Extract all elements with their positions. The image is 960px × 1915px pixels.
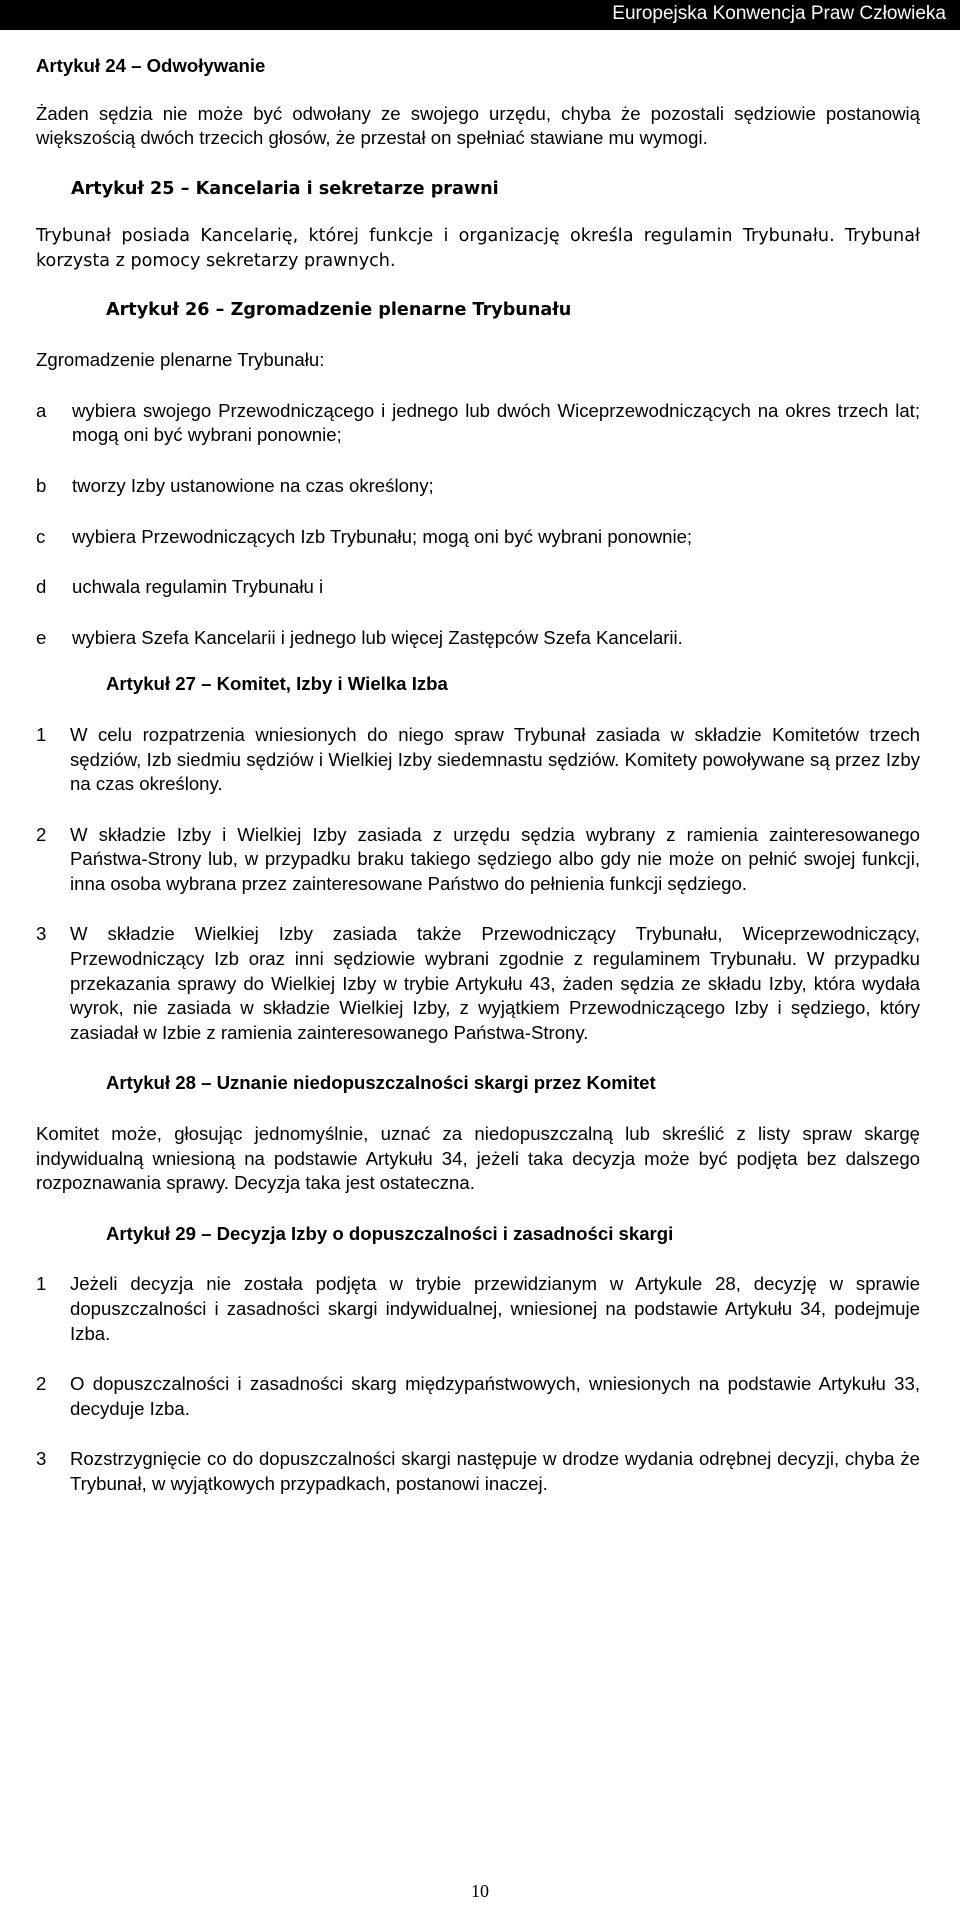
article-25 [36, 177, 920, 274]
article-heading: Artykuł 29 – Decyzja Izby o dopuszczalności i zasadności skargi [106, 1222, 674, 1244]
list-item [36, 626, 920, 651]
list-item-text: wybiera Szefa Kancelarii i jednego lub więcej Zastępców Szefa Kancelarii. [72, 626, 683, 648]
list-item-text: wybiera Przewodniczących Izb Trybunału; mogą oni być wybrani ponownie; [72, 525, 693, 547]
list-item-text: O dopuszczalności i zasadności skarg międzypaństwowych, wniesionych na podstawie Artykułu 33, decyduje Izba. [70, 1373, 920, 1419]
article-paragraph: Komitet może, głosując jednomyślnie, uznać za niedopuszczalną lub skreślić z listy spraw skargę indywidualną wniesioną na podstawie Artykułu 34, jeżeli taka decyzja może być podjęta bez dalszego rozpoznawania sprawy. Decyzja taka jest ostateczna. [36, 1123, 920, 1194]
list-item [36, 1272, 920, 1346]
article-heading: Artykuł 26 – Zgromadzenie plenarne Trybunału [106, 299, 572, 320]
list-item-label: 2 [36, 823, 47, 845]
article-heading: Artykuł 28 – Uznanie niedopuszczalności skargi przez Komitet [106, 1072, 656, 1094]
list-item [36, 525, 920, 550]
list-item-label: 1 [36, 1273, 47, 1295]
list-item-label: d [36, 576, 47, 598]
article-paragraph: Trybunał posiada Kancelarię, której funkcje i organizację określa regulamin Trybunału. Trybunał korzysta z pomocy sekretarzy prawnych. [36, 226, 920, 271]
list-item-text: W składzie Wielkiej Izby zasiada także Przewodniczący Trybunału, Wiceprzewodniczący, Przewodniczący Izb oraz inni sędziowie wybrani zgodnie z regulaminem Trybunału. W przypadku przekazania sprawy do Wielkiej Izby w trybie Artykułu 43, żaden sędzia ze składu Izby, która wydała wyrok, nie zasiada w składzie Wielkiej Izby, z wyjątkiem Przewodniczącego Izby i sędziego, który zasiadał w Izbie z ramienia zainteresowanego Państwa-Strony. [70, 923, 920, 1043]
article-24 [36, 54, 920, 151]
list-item [36, 575, 920, 600]
article-28 [36, 1071, 920, 1195]
list-item [36, 922, 920, 1045]
list-item [36, 399, 920, 448]
page-number: 10 [471, 1881, 489, 1901]
list-item-text: Rozstrzygnięcie co do dopuszczalności skargi następuje w drodze wydania odrębnej decyzji, chyba że Trybunał, w wyjątkowych przypadkach, postanowi inaczej. [70, 1448, 920, 1494]
list-item [36, 1372, 920, 1421]
list-item-text: wybiera swojego Przewodniczącego i jednego lub dwóch Wiceprzewodniczących na okres trzech lat; mogą oni być wybrani ponownie; [72, 399, 920, 446]
document-title: Europejska Konwencja Praw Człowieka [612, 3, 946, 24]
list-item-label: b [36, 474, 47, 496]
document-body [36, 54, 920, 1523]
list-item-text: W składzie Izby i Wielkiej Izby zasiada z urzędu sędzia wybrany z ramienia zainteresowanego Państwa-Strony lub, w przypadku braku takiego sędziego albo gdy nie może on pełnić swojej funkcji, inna osoba wybrana przez zainteresowane Państwo do pełnienia funkcji sędziego. [70, 823, 920, 894]
list-item-label: 2 [36, 1373, 47, 1395]
article-29 [36, 1222, 920, 1497]
list-item-label: c [36, 525, 46, 547]
list-item-label: e [36, 626, 47, 648]
article-27 [36, 672, 920, 1045]
list-item-label: a [36, 399, 47, 421]
header-bar [0, 0, 960, 30]
article-heading: Artykuł 25 – Kancelaria i sekretarze prawni [71, 178, 499, 199]
list-item [36, 1447, 920, 1496]
list-item-label: 1 [36, 723, 47, 745]
list-item-label: 3 [36, 1448, 47, 1470]
list-item-text: W celu rozpatrzenia wniesionych do niego spraw Trybunał zasiada w składzie Komitetów trzech sędziów, Izb siedmiu sędziów i Wielkiej Izby siedemnastu sędziów. Komitety powoływane są przez Izby na czas określony. [70, 723, 920, 795]
article-heading: Artykuł 24 – Odwoływanie [36, 55, 266, 76]
article-26 [36, 298, 920, 651]
list-item [36, 823, 920, 897]
list-item-label: 3 [36, 923, 47, 945]
list-item [36, 474, 920, 499]
list-item [36, 723, 920, 797]
list-item-text: tworzy Izby ustanowione na czas określony; [72, 474, 434, 496]
article-paragraph: Żaden sędzia nie może być odwołany ze swojego urzędu, chyba że pozostali sędziowie postanowią większością dwóch trzecich głosów, że przestał on spełniać stawiane mu wymogi. [36, 102, 920, 149]
article-intro: Zgromadzenie plenarne Trybunału: [36, 349, 325, 371]
list-item-text: uchwala regulamin Trybunału i [72, 576, 324, 598]
list-item-text: Jeżeli decyzja nie została podjęta w trybie przewidzianym w Artykule 28, decyzję w sprawie dopuszczalności i zasadności skargi indywidualnej, wniesionej na podstawie Artykułu 34, podejmuje Izba. [70, 1273, 920, 1344]
article-heading: Artykuł 27 – Komitet, Izby i Wielka Izba [106, 673, 448, 695]
